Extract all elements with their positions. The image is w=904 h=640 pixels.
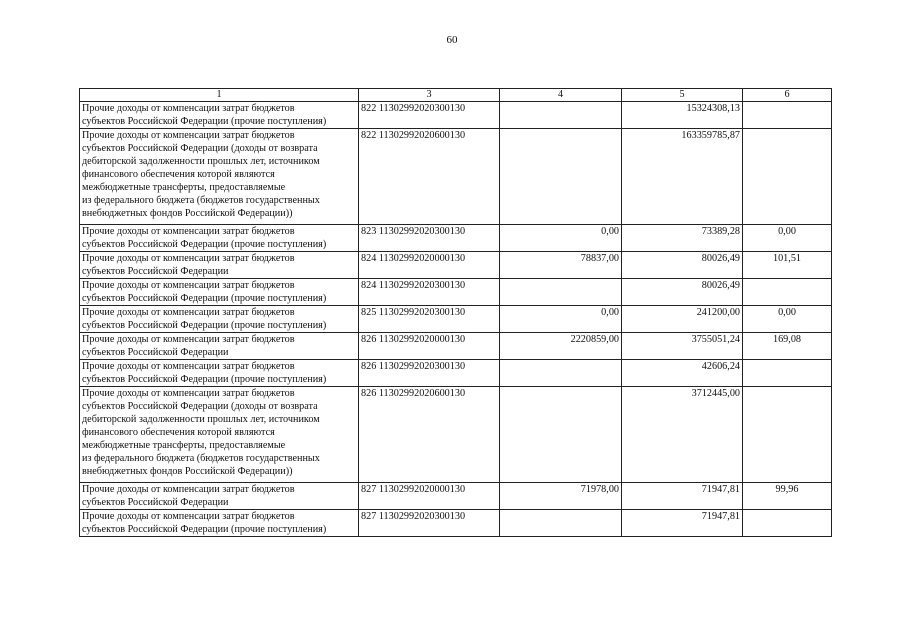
- row-name-cell: Прочие доходы от компенсации затрат бюджетов субъектов Российской Федерации (прочие поступления): [80, 102, 359, 129]
- row-column4-cell: [500, 129, 622, 225]
- row-column5-cell: 3712445,00: [622, 387, 743, 483]
- row-code-cell: 827 11302992020000130: [359, 483, 500, 510]
- page-number: 60: [446, 34, 458, 46]
- row-name-cell: Прочие доходы от компенсации затрат бюджетов субъектов Российской Федерации (прочие поступления): [80, 360, 359, 387]
- row-column6-cell: 0,00: [743, 306, 832, 333]
- row-column5-cell: 241200,00: [622, 306, 743, 333]
- row-code-cell: 826 11302992020600130: [359, 387, 500, 483]
- column-header-5: 5: [622, 89, 743, 102]
- row-column6-cell: [743, 129, 832, 225]
- table-row: [80, 387, 832, 483]
- row-name-cell: Прочие доходы от компенсации затрат бюджетов субъектов Российской Федерации (прочие поступления): [80, 279, 359, 306]
- row-code-cell: 824 11302992020300130: [359, 279, 500, 306]
- row-name-cell: Прочие доходы от компенсации затрат бюджетов субъектов Российской Федерации (прочие поступления): [80, 510, 359, 537]
- row-code-cell: 822 11302992020300130: [359, 102, 500, 129]
- row-column6-cell: [743, 387, 832, 483]
- column-header-3: 3: [359, 89, 500, 102]
- row-name-cell: Прочие доходы от компенсации затрат бюджетов субъектов Российской Федерации (доходы от возврата дебиторской задолженности прошлых лет, источником финансового обеспечения которой являются межбюджетные трансферты, предоставляемые из федерального бюджета (бюджетов государственных внебюджетных фондов Российской Федерации)): [80, 129, 359, 225]
- row-column5-cell: 80026,49: [622, 252, 743, 279]
- row-code-cell: 824 11302992020000130: [359, 252, 500, 279]
- row-column5-cell: 71947,81: [622, 510, 743, 537]
- row-column4-cell: 78837,00: [500, 252, 622, 279]
- row-column6-cell: 169,08: [743, 333, 832, 360]
- row-column5-cell: 71947,81: [622, 483, 743, 510]
- row-column6-cell: 0,00: [743, 225, 832, 252]
- row-name-cell: Прочие доходы от компенсации затрат бюджетов субъектов Российской Федерации: [80, 483, 359, 510]
- row-name-cell: Прочие доходы от компенсации затрат бюджетов субъектов Российской Федерации: [80, 333, 359, 360]
- column-header-6: 6: [743, 89, 832, 102]
- row-column6-cell: 99,96: [743, 483, 832, 510]
- row-column4-cell: 2220859,00: [500, 333, 622, 360]
- row-column4-cell: [500, 387, 622, 483]
- row-column5-cell: 80026,49: [622, 279, 743, 306]
- row-code-cell: 826 11302992020000130: [359, 333, 500, 360]
- row-column5-cell: 73389,28: [622, 225, 743, 252]
- table-row: [80, 252, 832, 279]
- row-column5-cell: 15324308,13: [622, 102, 743, 129]
- row-column4-cell: [500, 102, 622, 129]
- column-header-4: 4: [500, 89, 622, 102]
- row-column4-cell: [500, 510, 622, 537]
- row-code-cell: 825 11302992020300130: [359, 306, 500, 333]
- row-code-cell: 822 11302992020600130: [359, 129, 500, 225]
- row-code-cell: 823 11302992020300130: [359, 225, 500, 252]
- header-row: [80, 89, 832, 102]
- row-column5-cell: 42606,24: [622, 360, 743, 387]
- row-code-cell: 826 11302992020300130: [359, 360, 500, 387]
- row-column4-cell: 71978,00: [500, 483, 622, 510]
- row-column6-cell: [743, 279, 832, 306]
- table-row: [80, 333, 832, 360]
- row-column6-cell: [743, 510, 832, 537]
- table-row: [80, 225, 832, 252]
- row-name-cell: Прочие доходы от компенсации затрат бюджетов субъектов Российской Федерации (доходы от возврата дебиторской задолженности прошлых лет, источником финансового обеспечения которой являются межбюджетные трансферты, предоставляемые из федерального бюджета (бюджетов государственных внебюджетных фондов Российской Федерации)): [80, 387, 359, 483]
- row-column4-cell: [500, 360, 622, 387]
- column-header-1: 1: [80, 89, 359, 102]
- table-body: [80, 102, 832, 537]
- row-name-cell: Прочие доходы от компенсации затрат бюджетов субъектов Российской Федерации (прочие поступления): [80, 306, 359, 333]
- report-table: [79, 88, 832, 537]
- row-column6-cell: [743, 102, 832, 129]
- table-row: [80, 483, 832, 510]
- table-row: [80, 102, 832, 129]
- row-column4-cell: 0,00: [500, 306, 622, 333]
- row-column4-cell: 0,00: [500, 225, 622, 252]
- row-name-cell: Прочие доходы от компенсации затрат бюджетов субъектов Российской Федерации: [80, 252, 359, 279]
- row-name-cell: Прочие доходы от компенсации затрат бюджетов субъектов Российской Федерации (прочие поступления): [80, 225, 359, 252]
- row-code-cell: 827 11302992020300130: [359, 510, 500, 537]
- table-row: [80, 279, 832, 306]
- row-column6-cell: 101,51: [743, 252, 832, 279]
- row-column5-cell: 3755051,24: [622, 333, 743, 360]
- table-row: [80, 129, 832, 225]
- table-row: [80, 360, 832, 387]
- row-column5-cell: 163359785,87: [622, 129, 743, 225]
- row-column6-cell: [743, 360, 832, 387]
- row-column4-cell: [500, 279, 622, 306]
- table-row: [80, 510, 832, 537]
- table-row: [80, 306, 832, 333]
